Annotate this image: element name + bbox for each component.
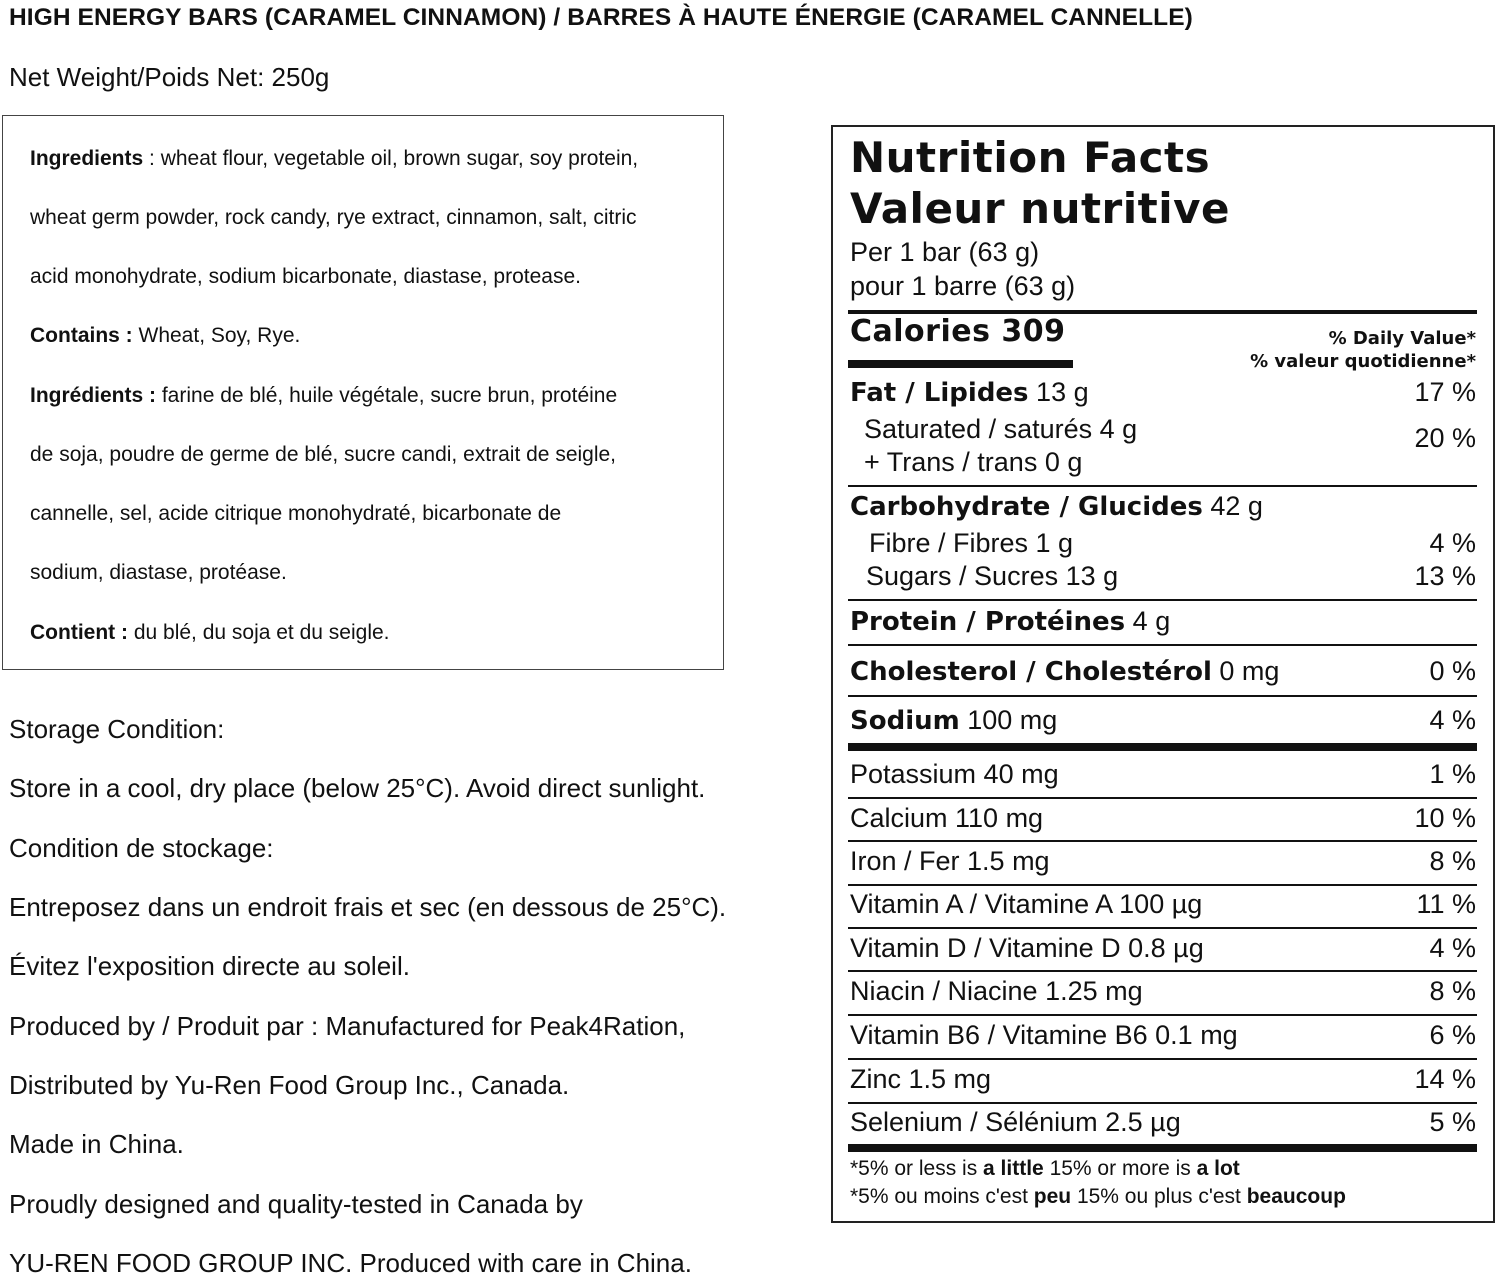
nutrient-row-selenium: Selenium / Sélénium 2.5 µg 5 %	[850, 1107, 1476, 1137]
nutrition-facts-table: Nutrition Facts Valeur nutritive Per 1 bar (63 g) pour 1 barre (63 g) Calories 309 % Daily Value* % valeur quotidienne* Fat / Lipides 13 g 17 % Saturated / saturés 4 g 20 % + Trans / trans 0 g Carbohydrate / Glucides 42 g Fibre / Fibres 1 g 4 % Sugars / Sucres 13 g 13 % Protein / Protéines 4 g Cholesterol / Cholestérol 0 mg 0 % Sodium 100 mg 4 % Potassium 40 mg 1 % Calcium 110 mg 10 % Iron / Fer 1.5 mg 8 % Vitamin A / Vitamine A 100 µg 11 % Vitamin D / Vitamine D 0.8 µg 4 % Niacin / Niacine 1.25 mg 8 % Vitamin B6 / Vitamine B6 0.1 mg 6 % Zinc 1.5 mg 14 % Selenium / Sélénium 2.5 µg 5 % *5% or less is a little 15% or more is a lot *5% ou moins c'est peu 15% ou plus c'est beaucoup	[831, 125, 1495, 1223]
designed-line: Proudly designed and quality-tested in Canada by	[9, 1189, 583, 1219]
divider	[848, 485, 1477, 487]
nutrient-row-fat: Fat / Lipides 13 g 17 %	[850, 377, 1476, 408]
net-weight: Net Weight/Poids Net: 250g	[9, 62, 330, 92]
storage-heading: Storage Condition:	[9, 714, 225, 744]
ingredients-line: Ingredients : wheat flour, vegetable oil, brown sugar, soy protein,	[30, 147, 639, 170]
nutrient-row-niacin: Niacin / Niacine 1.25 mg 8 %	[850, 976, 1476, 1006]
calories: Calories 309	[850, 314, 1066, 349]
storage-text: Store in a cool, dry place (below 25°C). Avoid direct sunlight.	[9, 773, 706, 803]
thick-divider	[848, 1144, 1477, 1152]
ingredients-fr-line: de soja, poudre de germe de blé, sucre candi, extrait de seigle,	[30, 443, 617, 466]
nutrition-title-en: Nutrition Facts	[850, 133, 1211, 182]
nutrient-row-cholesterol: Cholesterol / Cholestérol 0 mg 0 %	[850, 656, 1476, 687]
contains-line: Contains : Wheat, Soy, Rye.	[30, 324, 301, 347]
nutrient-row-sodium: Sodium 100 mg 4 %	[850, 705, 1476, 736]
storage-text-fr: Entreposez dans un endroit frais et sec (en dessous de 25°C).	[9, 892, 727, 922]
divider	[848, 1014, 1477, 1016]
nutrient-row-vitamin-d: Vitamin D / Vitamine D 0.8 µg 4 %	[850, 933, 1476, 963]
divider	[848, 695, 1477, 697]
nutrient-row-zinc: Zinc 1.5 mg 14 %	[850, 1064, 1476, 1094]
serving-size-fr: pour 1 barre (63 g)	[850, 271, 1076, 301]
nutrient-row-iron: Iron / Fer 1.5 mg 8 %	[850, 846, 1476, 876]
contient-line: Contient : du blé, du soja et du seigle.	[30, 621, 390, 644]
origin-line: Made in China.	[9, 1129, 184, 1159]
ingredients-box	[2, 115, 724, 670]
divider	[848, 970, 1477, 972]
nutrient-row-sugars: Sugars / Sucres 13 g 13 %	[866, 561, 1476, 591]
nutrient-row-saturated: Saturated / saturés 4 g	[864, 414, 1138, 444]
company-line: YU-REN FOOD GROUP INC. Produced with care in China.	[9, 1248, 692, 1278]
divider	[848, 927, 1477, 929]
nutrient-row-calcium: Calcium 110 mg 10 %	[850, 803, 1476, 833]
ingredients-fr-line: sodium, diastase, protéase.	[30, 561, 287, 584]
divider	[848, 1058, 1477, 1060]
divider	[848, 599, 1477, 601]
nutrient-row-fibre: Fibre / Fibres 1 g 4 %	[869, 528, 1476, 558]
nutrient-row-protein: Protein / Protéines 4 g	[850, 606, 1171, 637]
ingredients-fr-line: Ingrédients : farine de blé, huile végétale, sucre brun, protéine	[30, 384, 618, 407]
thick-divider	[848, 743, 1477, 751]
nutrient-row-vitamin-b6: Vitamin B6 / Vitamine B6 0.1 mg 6 %	[850, 1020, 1476, 1050]
daily-value-header: % Daily Value* % valeur quotidienne*	[1250, 328, 1476, 372]
footnote-en: *5% or less is a little 15% or more is a lot	[850, 1157, 1240, 1180]
serving-size-en: Per 1 bar (63 g)	[850, 237, 1040, 267]
divider	[848, 1102, 1477, 1104]
footnote-fr: *5% ou moins c'est peu 15% ou plus c'est beaucoup	[850, 1185, 1346, 1208]
distributor-line: Distributed by Yu-Ren Food Group Inc., Canada.	[9, 1070, 570, 1100]
ingredients-line: wheat germ powder, rock candy, rye extract, cinnamon, salt, citric	[30, 206, 637, 229]
nutrient-row-carbohydrate: Carbohydrate / Glucides 42 g	[850, 491, 1263, 522]
nutrient-row-vitamin-a: Vitamin A / Vitamine A 100 µg 11 %	[850, 889, 1476, 919]
ingredients-fr-line: cannelle, sel, acide citrique monohydraté, bicarbonate de	[30, 502, 562, 525]
nutrient-row-trans: + Trans / trans 0 g	[864, 447, 1083, 477]
product-title: HIGH ENERGY BARS (CARAMEL CINNAMON) / BARRES À HAUTE ÉNERGIE (CARAMEL CANNELLE)	[9, 4, 1193, 31]
divider	[848, 797, 1477, 799]
storage-text-fr: Évitez l'exposition directe au soleil.	[9, 951, 410, 981]
divider	[848, 644, 1477, 646]
storage-heading-fr: Condition de stockage:	[9, 833, 274, 863]
nutrient-row-potassium: Potassium 40 mg 1 %	[850, 759, 1476, 789]
divider	[848, 840, 1477, 842]
calories-bar	[848, 360, 1073, 368]
ingredients-line: acid monohydrate, sodium bicarbonate, diastase, protease.	[30, 265, 581, 288]
nutrition-title-fr: Valeur nutritive	[850, 184, 1230, 233]
divider	[848, 884, 1477, 886]
producer-line: Produced by / Produit par : Manufactured for Peak4Ration,	[9, 1011, 686, 1041]
